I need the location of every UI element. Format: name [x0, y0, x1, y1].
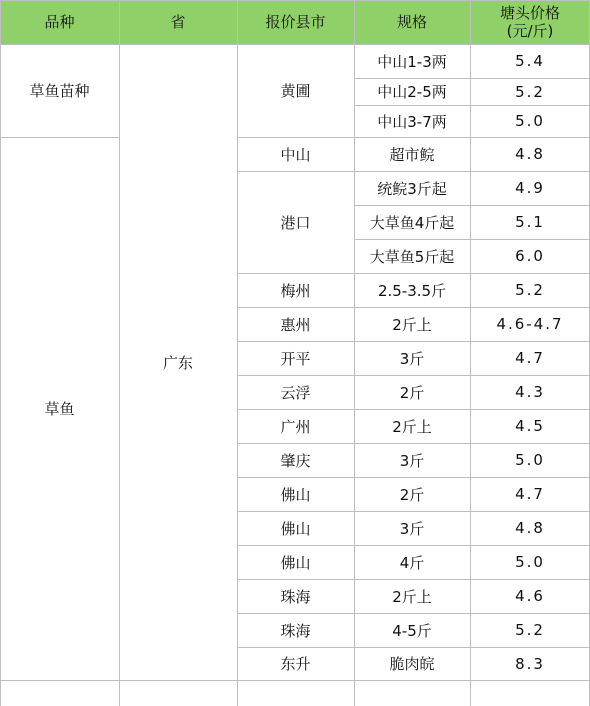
- row-spec-cell: 中山3-7两: [377, 112, 447, 131]
- header-variety: 品种: [44, 13, 75, 31]
- row-price-cell: 4.6-4.7: [496, 315, 564, 333]
- row-price-cell: 5.0: [515, 451, 545, 469]
- row-price-cell: 6.0: [515, 247, 545, 265]
- row-price-cell: 5.0: [515, 112, 545, 130]
- grid-horizontal-line: [237, 273, 590, 274]
- variety-fry-cell: 草鱼苗种: [29, 82, 90, 100]
- grid-horizontal-line: [0, 0, 590, 1]
- header-spec: 规格: [396, 13, 427, 31]
- grid-horizontal-line: [354, 239, 590, 240]
- row-price-cell: 4.6: [515, 587, 545, 605]
- row-spec-cell: 2斤: [399, 383, 425, 402]
- row-spec-cell: 2斤上: [392, 417, 432, 436]
- row-price-cell: 4.8: [515, 519, 545, 537]
- header-city: 报价县市: [265, 13, 326, 31]
- grid-horizontal-line: [237, 613, 590, 614]
- grid-horizontal-line: [237, 137, 590, 138]
- grid-horizontal-line: [237, 545, 590, 546]
- row-spec-cell: 大草鱼5斤起: [369, 247, 455, 266]
- row-spec-cell: 3斤: [399, 519, 425, 538]
- row-spec-cell: 2.5-3.5斤: [377, 281, 447, 300]
- row-spec-cell: 3斤: [399, 451, 425, 470]
- row-price-cell: 4.8: [515, 145, 545, 163]
- row-price-cell: 5.2: [515, 621, 545, 639]
- grid-horizontal-line: [237, 477, 590, 478]
- row-city-cell: 佛山: [280, 519, 311, 538]
- row-city-cell: 梅州: [280, 281, 311, 300]
- row-price-cell: 5.2: [515, 281, 545, 299]
- grid-horizontal-line: [237, 443, 590, 444]
- grid-horizontal-line: [237, 409, 590, 410]
- row-city-cell: 东升: [280, 655, 311, 673]
- grid-vertical-line: [0, 0, 1, 706]
- header-price-line1: 塘头价格: [499, 4, 560, 22]
- row-price-cell: 8.3: [515, 654, 545, 673]
- row-spec-cell: 中山2-5两: [377, 83, 447, 101]
- row-city-cell: 云浮: [280, 383, 311, 402]
- grid-horizontal-line: [237, 171, 590, 172]
- grid-horizontal-line: [0, 44, 590, 45]
- row-city-cell: 惠州: [280, 315, 311, 334]
- row-spec-cell: 2斤上: [392, 315, 432, 334]
- row-city-cell: 珠海: [280, 621, 311, 640]
- row-city-cell: 肇庆: [280, 451, 311, 470]
- grid-horizontal-line: [237, 511, 590, 512]
- grid-horizontal-line: [237, 647, 590, 648]
- row-price-cell: 4.9: [515, 179, 545, 197]
- row-city-cell: 佛山: [280, 485, 311, 504]
- grid-horizontal-line: [0, 137, 119, 138]
- grid-horizontal-line: [354, 105, 590, 106]
- header-price-line2: (元/斤): [506, 22, 554, 40]
- grid-horizontal-line: [0, 680, 590, 681]
- row-spec-cell: 大草鱼4斤起: [369, 213, 455, 232]
- variety-grass-cell: 草鱼: [44, 400, 75, 418]
- city-gangkou-cell: 港口: [280, 213, 311, 232]
- row-price-cell: 4.7: [515, 349, 545, 367]
- row-city-cell: 中山: [280, 145, 311, 164]
- row-city-cell: 开平: [280, 349, 311, 368]
- province-cell: 广东: [162, 353, 193, 372]
- grid-horizontal-line: [237, 375, 590, 376]
- row-city-cell: 佛山: [280, 553, 311, 572]
- row-spec-cell: 脆肉皖: [389, 655, 435, 673]
- grid-horizontal-line: [237, 341, 590, 342]
- row-spec-cell: 统鲩3斤起: [377, 179, 447, 198]
- row-price-cell: 5.1: [515, 213, 545, 231]
- grid-horizontal-line: [237, 579, 590, 580]
- row-city-cell: 广州: [280, 417, 311, 436]
- row-spec-cell: 2斤: [399, 485, 425, 504]
- row-spec-cell: 超市鲩: [389, 145, 435, 164]
- row-spec-cell: 3斤: [399, 349, 425, 368]
- grid-horizontal-line: [354, 78, 590, 79]
- grid-horizontal-line: [354, 205, 590, 206]
- city-huangpu-cell: 黄圃: [280, 82, 311, 100]
- row-price-cell: 5.4: [515, 52, 545, 70]
- row-price-cell: 4.5: [515, 417, 545, 435]
- row-price-cell: 5.2: [515, 82, 545, 101]
- row-spec-cell: 4斤: [399, 553, 425, 572]
- grid-vertical-line: [119, 0, 120, 706]
- grid-vertical-line: [237, 0, 238, 706]
- row-spec-cell: 中山1-3两: [377, 52, 447, 71]
- row-city-cell: 珠海: [280, 587, 311, 606]
- header-province: 省: [170, 13, 186, 31]
- row-spec-cell: 2斤上: [392, 587, 432, 606]
- row-spec-cell: 4-5斤: [392, 621, 432, 640]
- grid-horizontal-line: [237, 307, 590, 308]
- row-price-cell: 5.0: [515, 553, 545, 571]
- row-price-cell: 4.7: [515, 485, 545, 503]
- row-price-cell: 4.3: [515, 383, 545, 401]
